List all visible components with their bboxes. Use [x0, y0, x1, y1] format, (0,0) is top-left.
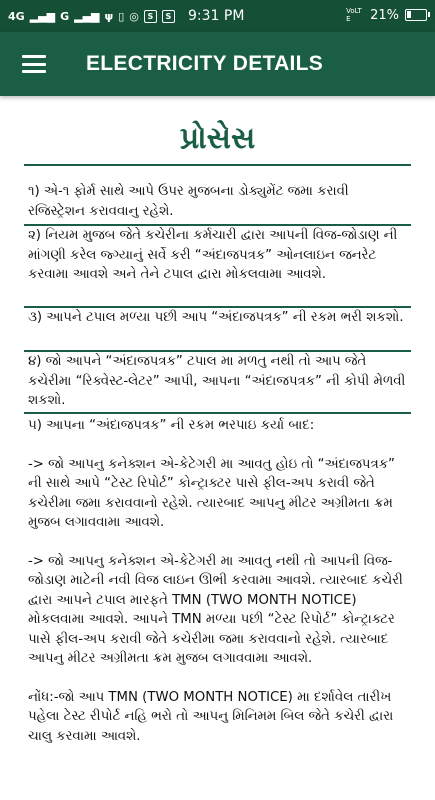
step-5-case-a: -> જો આપનુ કનેક્શન એ-કેટેગરી મા આવતુ હોઇ તો “અંદાજપત્રક” ની સાથે આપે “ટેસ્ટ રિપોર્ટ” કોન્ટ્રાક્ટર પાસે ફીલ-અપ કરાવી જેતે કચેરીમા જમા કરાવવાનો રહેશે. ત્યારબાદ આપનુ મીટર અગ્રીમતા ક્રમ મુજબ લગાવવામા આવશે.	[28, 456, 395, 530]
usb-icon: ψ	[104, 9, 114, 23]
step-2-text: ૨) નિયમ મુજબ જેતે કચેરીના કર્મચારી દ્વારા આપની વિજ-જોડાણ ની માંગણી કરેલ જ્ગ્યાનું સર્વે કરી “અંદાજપત્રક” ઓનલાઇન જનરેટ કરવામા આવશે અને તેને ટપાલ દ્વારા મોકલવામા આવશે.	[28, 228, 398, 282]
step-1	[24, 182, 411, 221]
step-4	[24, 352, 411, 411]
heading-divider	[24, 164, 411, 166]
signal-strength-icon-2: ▂▄▆	[74, 9, 100, 23]
content-area	[0, 96, 435, 160]
step-4-text: ૪) જો આપને “અંદાજપત્રક” ટપાલ મા મળતુ નથી તો આપ જેતે કચેરીમા “રિક્વેસ્ટ-લેટર” આપી, આપના “અંદાજપત્રક” ની કોપી મેળવી શકશો.	[28, 354, 406, 408]
step-5-title: ૫) આપના “અંદાજપત્રક” ની રકમ ભરપાઇ કર્યા બાદ:	[28, 418, 315, 433]
step-5-case-b: -> જો આપનુ કનેક્શન એ-કેટેગરી મા આવતુ નથી તો આપની વિજ-જોડાણ માટેની નવી વિજ લાઇન ઊભી કરવામા આવશે. ત્યારબાદ કચેરી દ્વારા આપને ટપાલ મારફતે TMN (TWO MONTH NOTICE) મોકલવામા આવશે. આપને TMN મળ્યા પછી “ટેસ્ટ રિપોર્ટ” કોન્ટ્રાક્ટર પાસે ફીલ-અપ કરાવી જેતે કચેરીમા જમા કરાવવાનો રહેશે. ત્યારબાદ આપનુ મીટર અગ્રીમતા ક્રમ મુજબ લગાવવામા આવશે.	[28, 553, 403, 666]
notification-s-icon: S	[144, 10, 157, 23]
step-5-note: નોંધ:-જો આપ TMN (TWO MONTH NOTICE) મા દર્શાવેલ તારીખ પહેલા ટેસ્ટ રીપોર્ટ નહિ ભરો તો આપનુ મિનિમમ બિલ જેતે કચેરી દ્વારા ચાલુ કરવામા આવશે.	[28, 689, 394, 744]
vibrate-icon: ▯	[118, 9, 125, 23]
notification-s-icon-2: S	[162, 10, 175, 23]
status-left-icons	[8, 10, 175, 23]
process-heading: પ્રોસેસ	[179, 121, 256, 156]
signal-4g-label: 4G	[8, 9, 25, 23]
hamburger-menu-icon[interactable]	[22, 55, 46, 73]
hotspot-icon: ◎	[129, 9, 139, 23]
volte-icon: VoLTE	[346, 7, 362, 23]
status-bar	[0, 0, 435, 32]
step-3-text: ૩) આપને ટપાલ મળ્યા પછી આપ “અંદાજપત્રક” ની રકમ ભરી શકશો.	[28, 310, 404, 325]
signal-g-label: G	[60, 9, 70, 23]
battery-percent: 21%	[370, 7, 399, 23]
step-2	[24, 226, 411, 285]
signal-strength-icon: ▂▄▆	[29, 9, 56, 23]
page-title: ELECTRICITY DETAILS	[86, 52, 324, 75]
battery-icon	[405, 9, 427, 21]
step-3	[24, 308, 411, 328]
divider	[24, 412, 411, 414]
step-5	[24, 416, 411, 746]
app-bar	[0, 32, 435, 96]
status-right-icons	[346, 7, 427, 23]
status-time: 9:31 PM	[188, 8, 245, 24]
step-1-text: ૧) એ-૧ ફોર્મ સાથે આપે ઉપર મુજબના ડોક્યુમેંટ જમા કરાવી રજિસ્ટ્રેશન કરાવવાનુ રહેશે.	[28, 184, 349, 219]
